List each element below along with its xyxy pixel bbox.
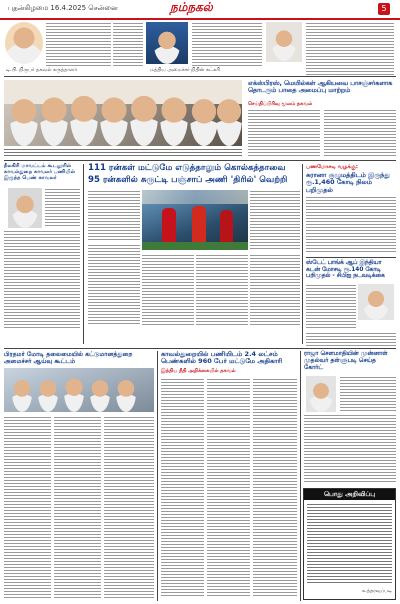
divider: [4, 348, 396, 349]
photo-caption-text: [4, 148, 242, 157]
cricket-body: [88, 244, 140, 326]
bank-official-photo: [358, 284, 394, 320]
person: [12, 374, 32, 412]
cricket-body: [250, 254, 300, 326]
police-subhead: இந்திய நீதி அறிக்கையில் தகவல்: [161, 368, 236, 374]
date-line: புதன்கிழமை 16.4.2025 சென்னை: [8, 4, 118, 12]
raja-headline: ராஜா சௌமாதியின் முன்னாள் முதல்வர் தள்ளுபடி செய்த கோர்ட்: [304, 350, 388, 371]
notice-body: [307, 503, 392, 585]
school-headline: பிரதமர் மோடி தலைமையில் கட்டுமானத்துறை அமைச்சர் ஆய்வு கூட்டம்: [4, 351, 133, 365]
divider: [302, 164, 303, 344]
official-face: [363, 286, 389, 320]
portrait-photo: [5, 22, 43, 64]
story-text: [113, 22, 143, 66]
left-column-photo: [8, 188, 42, 228]
person: [40, 88, 68, 146]
divider: [157, 351, 158, 601]
rail-body: [324, 109, 396, 157]
person: [90, 374, 110, 412]
left-column-headline: நீலகிரி மாவட்டம் கூடலூரில் காவல்துறை காவலர் பணியில் இருந்த பெண் காவலர்: [4, 163, 76, 181]
bank-body: [306, 332, 396, 346]
police-body: [161, 378, 204, 598]
cricket-body: [88, 190, 140, 240]
person: [116, 374, 136, 412]
minister-face: [154, 26, 180, 64]
photo-caption: மத்திய அமைச்சர் நிதின் கட்கரி: [150, 67, 220, 73]
stadium-lights: [142, 190, 248, 204]
cricket-body: [250, 190, 300, 250]
person: [216, 90, 242, 146]
divider: [300, 351, 301, 601]
page-number: 5: [378, 3, 390, 15]
gold-headline: சுரானா குழுமத்திடம் இருந்து ரூ.1,460 கோடி நிலம் பறிமுதல்: [306, 171, 390, 194]
pitch: [142, 242, 248, 250]
player-red: [192, 206, 206, 246]
story-text: [192, 22, 262, 66]
newspaper-title: நம்நகல்: [170, 0, 213, 14]
rail-body: [248, 109, 320, 157]
person: [64, 372, 84, 412]
gold-body: [306, 196, 396, 254]
photo-caption: டி.பி. நிருபர் தகவல் கருத்தாளர்: [6, 67, 78, 73]
public-notice-box: [303, 488, 396, 600]
police-headline: காவல்துறையில் பணியிடம் 2.4 லட்சம் பெண்களில் 960 பேர் மட்டுமே அதிகாரி: [161, 350, 283, 366]
cricket-body: [142, 254, 194, 326]
gold-kicker: பணமோசடி வழக்கு:: [306, 164, 358, 170]
divider: [4, 76, 396, 77]
cricket-headline-line2: 95 ரன்களில் சுருட்டி பஞ்சாப் அணி 'திரில்' வெற்றி: [88, 175, 288, 185]
group-photo: [4, 80, 242, 146]
bank-body: [306, 284, 356, 330]
person: [100, 88, 128, 146]
police-body: [207, 378, 250, 598]
notice-signature: உத்தரவுப்படி: [362, 588, 392, 594]
police-body: [253, 378, 297, 598]
cricket-body: [196, 254, 248, 326]
raja-body: [304, 414, 396, 484]
person: [160, 88, 188, 146]
player-red: [162, 208, 176, 246]
person: [130, 86, 158, 146]
left-column-text: [45, 188, 80, 228]
notice-title: பொது அறிவிப்பு: [304, 489, 395, 500]
raja-body: [340, 376, 396, 412]
school-body: [4, 416, 51, 598]
minister-photo: [146, 22, 188, 64]
person-face: [309, 378, 333, 412]
person: [70, 86, 98, 146]
official-face: [272, 25, 296, 61]
masthead: [0, 0, 400, 20]
story-text: [46, 22, 111, 66]
person-face: [12, 190, 38, 228]
left-column-text: [4, 230, 80, 328]
person: [38, 374, 58, 412]
cricket-headline-line1: 111 ரன்கள் மட்டுமே எடுத்தாலும் கொல்கத்தாவை: [88, 163, 286, 173]
player-red: [220, 210, 233, 246]
rail-subhead: செய்திப்பிரிவு மூலம் தகவல்: [248, 101, 313, 107]
person: [190, 90, 218, 146]
story-text: [306, 22, 394, 76]
person: [10, 90, 38, 146]
school-body: [54, 416, 101, 598]
divider: [4, 160, 396, 161]
school-photo: [4, 368, 154, 412]
school-body: [104, 416, 154, 598]
raja-photo: [306, 376, 336, 412]
cricket-match-photo: [142, 190, 248, 250]
bank-headline: ஸ்டேட் பாங்க் ஆப் இந்தியா கடன் மோசடி ரூ.140 கோடி பறிமுதல் - சிபிஐ நடவடிக்கை: [306, 260, 385, 280]
divider: [83, 164, 84, 344]
divider: [306, 257, 396, 258]
official-photo: [266, 22, 302, 62]
rail-headline: எக்ஸ்பிரஸ், மெயில்கள் ஆகியவை பாசஞ்சர்களாக தொடரும் பாதை அமைப்பு மாற்றம்: [248, 80, 393, 95]
